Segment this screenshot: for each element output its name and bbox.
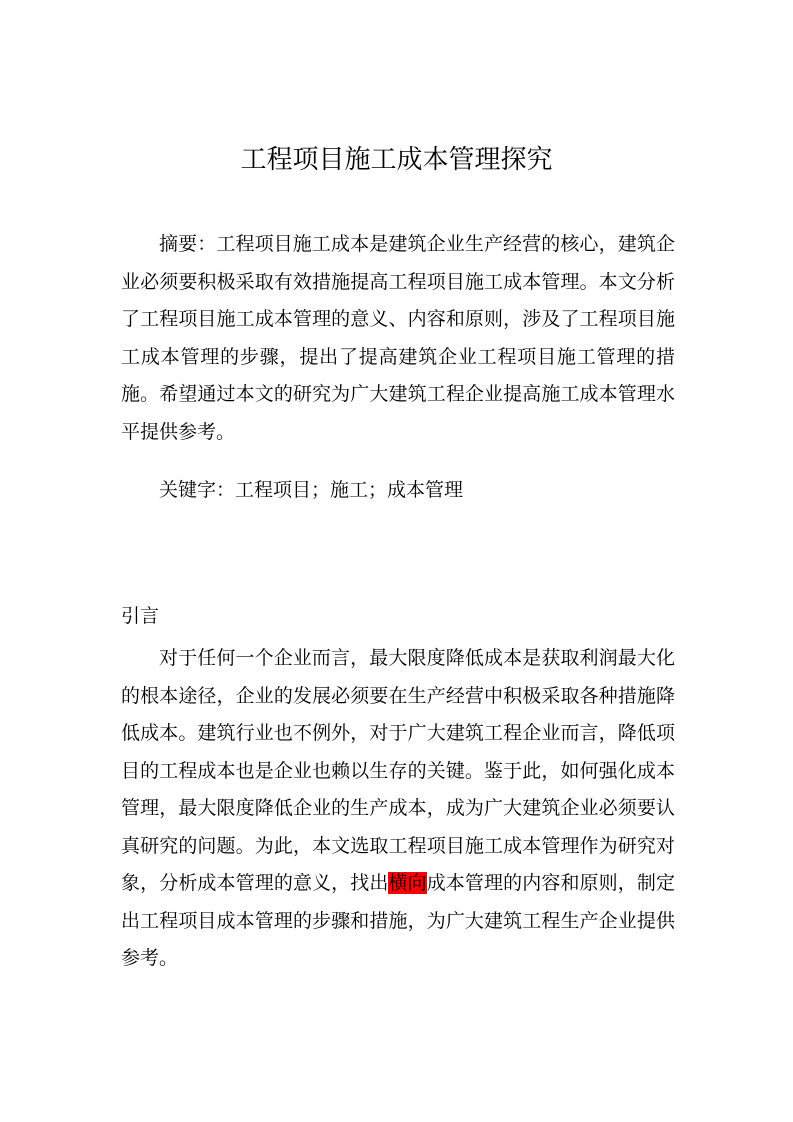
abstract-label: 摘要： (159, 233, 217, 255)
highlighted-text: 横向 (388, 872, 427, 894)
keywords-label: 关键字： (159, 479, 236, 501)
intro-text-after: 成本管理的内容和原则，制定出工程项目成本管理的步骤和措施，为广大建筑工程生产企业提供参考。 (121, 872, 675, 969)
keywords-paragraph (121, 472, 675, 510)
keywords-text: 工程项目；施工；成本管理 (235, 479, 464, 501)
page-title: 工程项目施工成本管理探究 (240, 145, 553, 175)
intro-paragraph (121, 640, 675, 978)
section-heading-intro: 引言 (121, 605, 160, 627)
abstract-paragraph (121, 226, 675, 451)
abstract-text: 工程项目施工成本是建筑企业生产经营的核心，建筑企业必须要积极采取有效措施提高工程项目施工成本管理。本文分析了工程项目施工成本管理的意义、内容和原则，涉及了工程项目施工成本管理的步骤，提出了提高建筑企业工程项目施工管理的措施。希望通过本文的研究为广大建筑工程企业提高施工成本管理水平提供参考。 (121, 233, 675, 443)
intro-text-before: 对于任何一个企业而言，最大限度降低成本是获取利润最大化的根本途径，企业的发展必须要在生产经营中积极采取各种措施降低成本。建筑行业也不例外，对于广大建筑工程企业而言，降低项目的工程成本也是企业也赖以生存的关键。鉴于此，如何强化成本管理，最大限度降低企业的生产成本，成为广大建筑企业必须要认真研究的问题。为此，本文选取工程项目施工成本管理作为研究对象，分析成本管理的意义，找出 (121, 647, 675, 894)
